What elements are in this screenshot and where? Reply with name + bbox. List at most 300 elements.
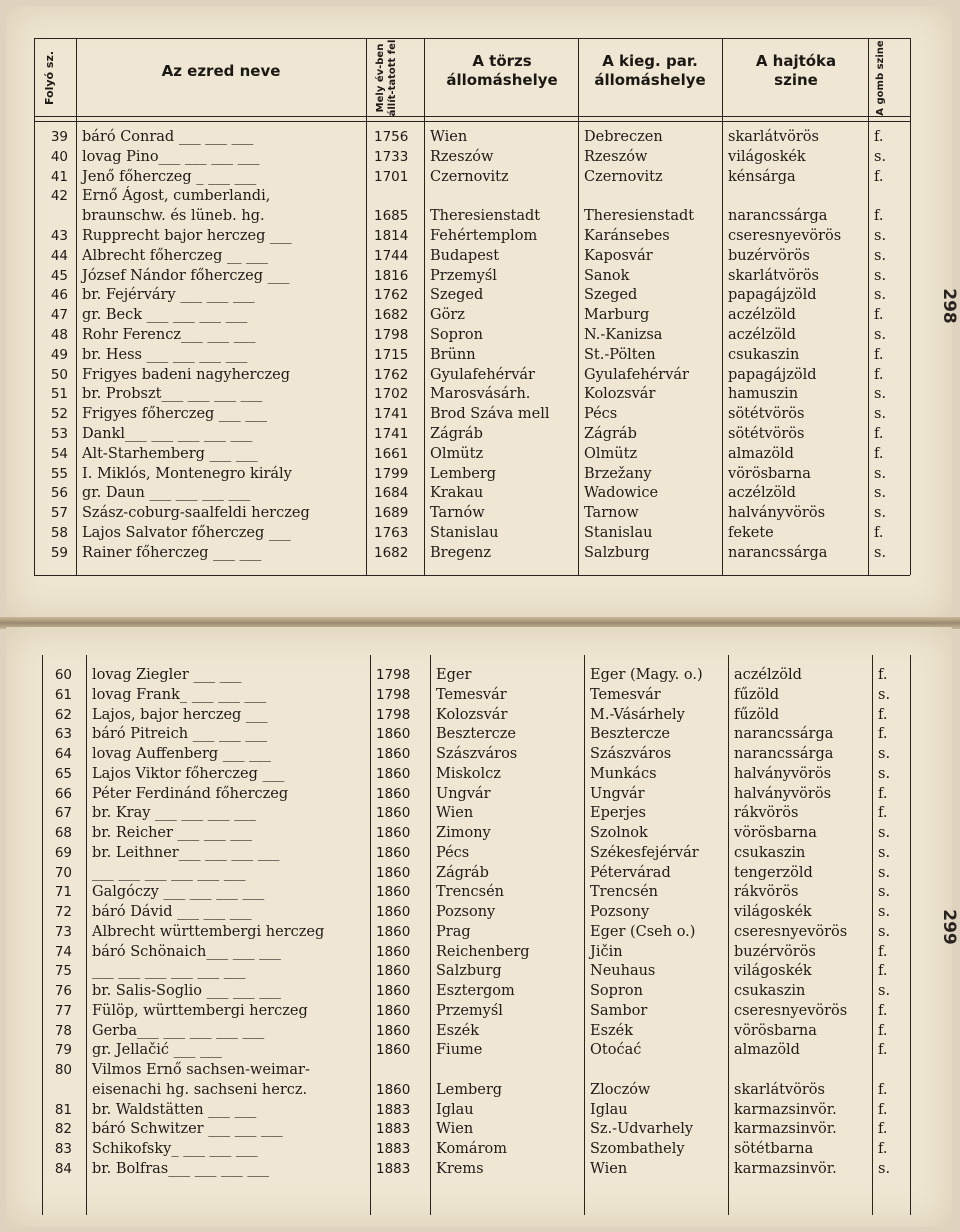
regiment-name: eisenachi hg. sachseni hercz. [92, 1081, 308, 1098]
year-established: 1798 [374, 327, 409, 343]
facing-color: fűzöld [734, 706, 779, 723]
regiment-name: Szász-coburg-saalfeldi herczeg [82, 505, 310, 522]
header-name: Az ezred neve [161, 62, 281, 80]
hq-station: Krems [436, 1160, 484, 1177]
header-year: Mely év-ben állít-tatott fel [375, 39, 398, 117]
button-color: s. [878, 1160, 891, 1177]
button-color: s. [874, 287, 887, 304]
hq-station: Theresienstadt [430, 208, 541, 225]
table-row [6, 325, 952, 345]
regiment-name: Schikofsky_ ___ ___ ___ [92, 1141, 258, 1157]
row-number: 47 [50, 307, 68, 324]
button-color: s. [878, 923, 891, 940]
button-color: f. [878, 667, 888, 683]
facing-color: világoskék [734, 963, 812, 980]
button-color: f. [878, 805, 888, 822]
button-color: s. [874, 505, 887, 522]
hq-station: Krakau [430, 485, 484, 502]
recruit-station: Eger (Magy. o.) [590, 667, 703, 683]
button-color: f. [874, 346, 884, 363]
regiment-name: lovag Auffenberg ___ ___ [92, 746, 271, 762]
table-row [6, 305, 952, 325]
regiment-name: ___ ___ ___ ___ ___ ___ [92, 963, 246, 980]
hq-station: Salzburg [436, 963, 502, 980]
hq-station: Zágráb [430, 426, 483, 442]
table-row [6, 863, 952, 883]
regiment-name: Alt-Starhemberg ___ ___ [82, 445, 258, 462]
header-top-rule [34, 38, 910, 39]
row-number: 70 [54, 864, 72, 881]
facing-color: kénsárga [728, 168, 796, 185]
facing-color: rákvörös [734, 805, 799, 822]
hq-station: Bregenz [430, 544, 492, 561]
button-color: s. [878, 884, 891, 901]
header-bottom-rule [34, 116, 910, 117]
recruit-station: Pozsony [590, 904, 650, 920]
hq-station: Rzeszów [430, 148, 494, 165]
recruit-station: Eszék [590, 1022, 634, 1039]
recruit-station: Marburg [584, 307, 650, 324]
year-established: 1798 [376, 686, 411, 703]
recruit-station: Brzežany [584, 465, 652, 482]
year-established: 1756 [374, 129, 409, 145]
table-row [6, 1021, 952, 1041]
button-color: f. [878, 1042, 888, 1059]
button-color: f. [874, 307, 884, 324]
table-row [6, 1159, 952, 1179]
hq-station: Lemberg [436, 1081, 503, 1098]
recruit-station: Karánsebes [584, 228, 670, 244]
button-color: s. [878, 983, 891, 999]
facing-color: fekete [728, 525, 774, 541]
row-number: 41 [50, 168, 68, 185]
regiment-name: br. Hess ___ ___ ___ ___ [82, 346, 248, 363]
year-established: 1883 [376, 1121, 411, 1138]
recruit-station: Tarnow [584, 505, 639, 522]
facing-color: vörösbarna [728, 465, 811, 482]
facing-color: narancssárga [728, 208, 828, 225]
year-established: 1741 [374, 426, 409, 442]
facing-color: világoskék [734, 904, 812, 920]
recruit-station: Eperjes [590, 805, 646, 822]
regiment-name: báró Conrad ___ ___ ___ [82, 129, 254, 145]
year-established: 1814 [374, 228, 409, 244]
page-299 [6, 627, 959, 1227]
recruit-station: Sanok [584, 267, 630, 284]
year-established: 1685 [374, 208, 409, 225]
year-established: 1860 [376, 805, 411, 822]
year-established: 1682 [374, 307, 409, 324]
row-number: 39 [50, 129, 68, 145]
table-row [6, 523, 952, 543]
button-color: s. [874, 406, 887, 423]
button-color: s. [878, 746, 891, 762]
regiment-name: Lajos, bajor herczeg ___ [92, 706, 268, 723]
button-color: f. [874, 525, 884, 541]
year-established: 1860 [376, 943, 411, 960]
button-color: s. [874, 485, 887, 502]
table-row [6, 365, 952, 385]
recruit-station: Trencsén [590, 884, 659, 901]
hq-station: Wien [436, 1121, 474, 1138]
regiment-name: Rupprecht bajor herczeg ___ [82, 228, 292, 244]
facing-color: buzérvörös [728, 247, 810, 264]
year-established: 1860 [376, 765, 411, 782]
table-row [6, 127, 952, 147]
table-row [6, 1119, 952, 1139]
row-number: 40 [50, 148, 68, 165]
facing-color: vörösbarna [734, 1022, 817, 1039]
table-row [6, 404, 952, 424]
facing-color: hamuszin [728, 386, 799, 403]
hq-station: Miskolcz [436, 765, 501, 782]
row-number: 62 [54, 706, 72, 723]
table-row [6, 981, 952, 1001]
year-established: 1860 [376, 746, 411, 762]
year-established: 1715 [374, 346, 409, 363]
hq-station: Kolozsvár [436, 706, 508, 723]
header-facing: A hajtóka szine [755, 52, 837, 89]
facing-color: papagájzöld [728, 287, 817, 304]
hq-station: Prag [436, 923, 471, 940]
year-established: 1798 [376, 706, 411, 723]
regiment-name: Jenő főherczeg _ ___ ___ [82, 168, 257, 185]
year-established: 1682 [374, 544, 409, 561]
hq-station: Zágráb [436, 864, 489, 881]
row-number: 71 [54, 884, 72, 901]
row-number: 75 [54, 963, 72, 980]
button-color: f. [878, 1121, 888, 1138]
button-color: s. [878, 864, 891, 881]
recruit-station: Salzburg [584, 544, 650, 561]
button-color: s. [874, 465, 887, 482]
year-established: 1860 [376, 884, 411, 901]
row-number: 68 [54, 825, 72, 841]
recruit-station: Temesvár [590, 686, 661, 703]
hq-station: Przemyśl [430, 267, 497, 284]
recruit-station: Zágráb [584, 426, 637, 442]
recruit-station: Rzeszów [584, 148, 648, 165]
button-color: f. [878, 706, 888, 723]
hq-station: Wien [436, 805, 474, 822]
facing-color: skarlátvörös [728, 267, 819, 284]
regiment-name: braunschw. és lüneb. hg. [82, 208, 265, 225]
row-number: 45 [50, 267, 68, 284]
year-established: 1883 [376, 1101, 411, 1118]
facing-color: sötétvörös [728, 426, 805, 442]
year-established: 1860 [376, 1042, 411, 1059]
regiment-name: Lajos Viktor főherczeg ___ [92, 765, 285, 782]
button-color: s. [878, 765, 891, 782]
table-row [6, 464, 952, 484]
table-row [6, 186, 952, 206]
recruit-station: Wien [590, 1160, 628, 1177]
table-row [6, 764, 952, 784]
table-row [6, 803, 952, 823]
year-established: 1744 [374, 247, 409, 264]
regiment-name: br. Bolfras___ ___ ___ ___ [92, 1160, 270, 1177]
regiment-name: br. Reicher ___ ___ ___ [92, 825, 253, 841]
facing-color: narancssárga [734, 746, 834, 762]
recruit-station: Stanislau [584, 525, 653, 541]
row-number: 60 [54, 667, 72, 683]
table-row [6, 882, 952, 902]
header-bottom-rule-2 [34, 121, 910, 122]
row-number: 80 [54, 1062, 72, 1078]
year-established: 1860 [376, 1002, 411, 1019]
year-established: 1799 [374, 465, 409, 482]
button-color: f. [878, 1141, 888, 1157]
regiment-name: Fülöp, württembergi herczeg [92, 1002, 308, 1019]
regiment-name: báró Pitreich ___ ___ ___ [92, 726, 268, 743]
table-row [6, 147, 952, 167]
table-row [6, 424, 952, 444]
table-row [6, 444, 952, 464]
hq-station: Przemyśl [436, 1002, 503, 1019]
year-established: 1798 [376, 667, 411, 683]
year-established: 1762 [374, 366, 409, 383]
hq-station: Marosvásárh. [430, 386, 531, 403]
recruit-station: Ungvár [590, 785, 645, 802]
regiment-name: Lajos Salvator főherczeg ___ [82, 525, 291, 541]
facing-color: aczélzöld [734, 667, 802, 683]
recruit-station: Gyulafehérvár [584, 366, 689, 383]
recruit-station: Kolozsvár [584, 386, 656, 403]
recruit-station: Szeged [584, 287, 638, 304]
table-row [6, 942, 952, 962]
hq-station: Sopron [430, 327, 483, 343]
button-color: f. [878, 1002, 888, 1019]
page-number: 299 [938, 909, 959, 945]
button-color: f. [878, 785, 888, 802]
facing-color: világoskék [728, 148, 806, 165]
year-established: 1860 [376, 904, 411, 920]
row-number: 49 [50, 346, 68, 363]
year-established: 1684 [374, 485, 409, 502]
hq-station: Pécs [436, 844, 470, 861]
table-bottom-rule [34, 575, 910, 576]
regiment-name: br. Probszt___ ___ ___ ___ [82, 386, 263, 403]
button-color: f. [874, 426, 884, 442]
hq-station: Fiume [436, 1042, 483, 1059]
regiment-name: Rainer főherczeg ___ ___ [82, 544, 262, 561]
regiment-name: báró Schwitzer ___ ___ ___ [92, 1121, 283, 1138]
facing-color: csukaszin [728, 346, 800, 363]
recruit-station: Jičin [590, 943, 623, 960]
regiment-name: Dankl___ ___ ___ ___ ___ [82, 426, 253, 442]
year-established: 1661 [374, 445, 409, 462]
recruit-station: Székesfejérvár [590, 844, 699, 861]
button-color: s. [874, 386, 887, 403]
recruit-station: St.-Pölten [584, 346, 656, 363]
row-number: 56 [50, 485, 68, 502]
button-color: f. [874, 168, 884, 185]
recruit-station: Szászváros [590, 746, 672, 762]
button-color: s. [878, 686, 891, 703]
button-color: s. [874, 148, 887, 165]
row-number: 46 [50, 287, 68, 304]
hq-station: Tarnów [430, 505, 485, 522]
recruit-station: Kaposvár [584, 247, 653, 264]
year-established: 1860 [376, 1022, 411, 1039]
regiment-name: Frigyes badeni nagyherczeg [82, 366, 291, 383]
row-number: 51 [50, 386, 68, 403]
facing-color: halványvörös [734, 765, 832, 782]
button-color: f. [878, 1081, 888, 1098]
row-number: 78 [54, 1022, 72, 1039]
regiment-name: Galgóczy ___ ___ ___ ___ [92, 884, 265, 901]
year-established: 1762 [374, 287, 409, 304]
facing-color: fűzöld [734, 686, 779, 703]
table-row [6, 961, 952, 981]
regiment-name: Albrecht württembergi herczeg [92, 923, 325, 940]
row-number: 81 [54, 1101, 72, 1118]
row-number: 54 [50, 445, 68, 462]
row-number: 74 [54, 943, 72, 960]
year-established: 1741 [374, 406, 409, 423]
recruit-station: Zloczów [590, 1081, 651, 1098]
hq-station: Szászváros [436, 746, 518, 762]
row-number: 84 [54, 1160, 72, 1177]
button-color: f. [874, 445, 884, 462]
row-number: 66 [54, 785, 72, 802]
hq-station: Zimony [436, 825, 491, 841]
regiment-name: I. Miklós, Montenegro király [82, 465, 292, 482]
button-color: f. [878, 943, 888, 960]
year-established: 1860 [376, 963, 411, 980]
table-row [6, 665, 952, 685]
button-color: f. [874, 208, 884, 225]
facing-color: almazöld [728, 445, 794, 462]
button-color: s. [874, 327, 887, 343]
table-row [6, 384, 952, 404]
row-number: 72 [54, 904, 72, 920]
facing-color: skarlátvörös [734, 1081, 825, 1098]
recruit-station: M.-Vásárhely [590, 706, 685, 723]
facing-color: karmazsinvör. [734, 1101, 837, 1118]
facing-color: cseresnyevörös [734, 923, 848, 940]
facing-color: csukaszin [734, 983, 806, 999]
recruit-station: Munkács [590, 765, 657, 782]
table-row [6, 226, 952, 246]
hq-station: Görz [430, 307, 465, 324]
year-established: 1816 [374, 267, 409, 284]
year-established: 1860 [376, 726, 411, 743]
table-row [6, 744, 952, 764]
hq-station: Budapest [430, 247, 500, 264]
recruit-station: Szombathely [590, 1141, 685, 1157]
page-298 [6, 6, 959, 619]
button-color: f. [878, 1022, 888, 1039]
year-established: 1860 [376, 844, 411, 861]
row-number: 61 [54, 686, 72, 703]
regiment-name: gr. Daun ___ ___ ___ ___ [82, 485, 251, 502]
recruit-station: Czernovitz [584, 168, 663, 185]
regiment-name: Albrecht főherczeg __ ___ [82, 247, 268, 264]
regiment-name: lovag Frank_ ___ ___ ___ [92, 686, 267, 703]
hq-station: Komárom [436, 1141, 507, 1157]
recruit-station: Neuhaus [590, 963, 656, 980]
row-number: 73 [54, 923, 72, 940]
facing-color: cseresnyevörös [728, 228, 842, 244]
hq-station: Stanislau [430, 525, 499, 541]
table-row [6, 922, 952, 942]
table-row [6, 167, 952, 187]
regiment-name: Frigyes főherczeg ___ ___ [82, 406, 268, 423]
facing-color: halványvörös [734, 785, 832, 802]
row-number: 42 [50, 188, 68, 205]
row-number: 52 [50, 406, 68, 423]
recruit-station: Pétervárad [590, 864, 671, 881]
facing-color: narancssárga [734, 726, 834, 743]
facing-color: sötétbarna [734, 1141, 814, 1157]
regiment-name: br. Leithner___ ___ ___ ___ [92, 844, 280, 861]
year-established: 1883 [376, 1160, 411, 1177]
hq-station: Brünn [430, 346, 476, 363]
table-row [6, 1100, 952, 1120]
button-color: f. [878, 1101, 888, 1118]
table-row [6, 1080, 952, 1100]
button-color: f. [878, 726, 888, 743]
year-established: 1702 [374, 386, 409, 403]
recruit-station: Sambor [590, 1002, 648, 1019]
regiment-name: gr. Jellačić ___ ___ [92, 1042, 222, 1059]
row-number: 48 [50, 327, 68, 343]
table-row [6, 266, 952, 286]
table-row [6, 483, 952, 503]
regiment-name: gr. Beck ___ ___ ___ ___ [82, 307, 248, 324]
facing-color: skarlátvörös [728, 129, 819, 145]
header-button: A gomb szine [875, 40, 886, 116]
recruit-station: Pécs [584, 406, 618, 423]
regiment-name: József Nándor főherczeg ___ [82, 267, 290, 284]
hq-station: Eszék [436, 1022, 480, 1039]
facing-color: cseresnyevörös [734, 1002, 848, 1019]
regiment-name: br. Fejérváry ___ ___ ___ [82, 287, 255, 304]
table-row [6, 705, 952, 725]
facing-color: buzérvörös [734, 943, 816, 960]
recruit-station: Besztercze [590, 726, 670, 743]
row-number: 69 [54, 844, 72, 861]
recruit-station: Otoćać [590, 1042, 642, 1059]
facing-color: narancssárga [728, 544, 828, 561]
facing-color: halványvörös [728, 505, 826, 522]
facing-color: karmazsinvör. [734, 1121, 837, 1138]
button-color: s. [878, 825, 891, 841]
recruit-station: Szolnok [590, 825, 648, 841]
recruit-station: Sz.-Udvarhely [590, 1121, 694, 1138]
regiment-name: báró Schönaich___ ___ ___ [92, 943, 281, 960]
hq-station: Lemberg [430, 465, 497, 482]
recruit-station: Wadowice [584, 485, 659, 502]
hq-station: Wien [430, 129, 468, 145]
year-established: 1860 [376, 1081, 411, 1098]
table-row [6, 206, 952, 226]
row-number: 59 [50, 544, 68, 561]
facing-color: karmazsinvör. [734, 1160, 837, 1177]
regiment-name: br. Kray ___ ___ ___ ___ [92, 805, 256, 822]
row-number: 63 [54, 726, 72, 743]
year-established: 1689 [374, 505, 409, 522]
regiment-name: Ernő Ágost, cumberlandi, [82, 188, 271, 205]
button-color: s. [874, 544, 887, 561]
button-color: f. [874, 366, 884, 383]
year-established: 1701 [374, 168, 409, 185]
regiment-name: lovag Pino___ ___ ___ ___ [82, 148, 260, 165]
header-num: Folyó sz. [43, 50, 56, 106]
table-row [6, 784, 952, 804]
table-row [6, 1139, 952, 1159]
